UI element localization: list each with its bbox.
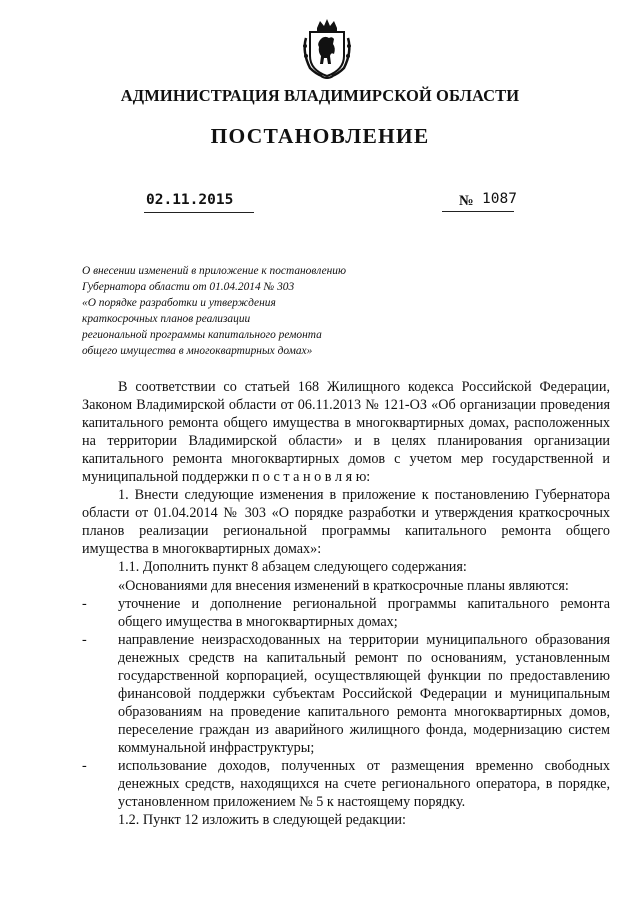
organization-title: АДМИНИСТРАЦИЯ ВЛАДИМИРСКОЙ ОБЛАСТИ (120, 86, 520, 105)
document-number: 1087 (482, 191, 517, 207)
document-type-title: ПОСТАНОВЛЕНИЕ (210, 124, 430, 148)
list-item-text: направление неизрасходованных на территории муниципального образования денежных средств на капитальный ремонт по основаниям, установленным государственной корпорацией, осуществляющей функции по предоставлению финансовой поддержки субъектам Российской Федерации и муниципальным образованиям на проведение капитального ремонта многоквартирных домов, переселение граждан из аварийного жилищного фонда, модернизацию систем коммунальной инфраструктуры; (118, 631, 610, 756)
subject-line: общего имущества в многоквартирных домах» (82, 345, 313, 358)
document-date: 02.11.2015 (146, 192, 234, 208)
subject-line: О внесении изменений в приложение к постановлению (82, 265, 347, 277)
intro-paragraph: В соответствии со статьей 168 Жилищного кодекса Российской Федерации, Законом Владимирской области от 06.11.2013 № 121-ОЗ «Об организации проведения капитального ремонта общего имущества в многоквартирных домах, расположенных на территории Владимирской области» и в целях планирования организации капитального ремонта многоквартирных домов с учетом мер государственной и муниципальной поддержки п о с т а н о в л я ю: (82, 379, 610, 486)
item-1-2-paragraph: 1.2. Пункт 12 изложить в следующей редакции: (118, 812, 406, 829)
dash-marker: - (82, 757, 87, 774)
coat-of-arms-icon (300, 18, 354, 80)
number-underline (442, 211, 514, 212)
item-1-1-paragraph: 1.1. Дополнить пункт 8 абзацем следующего содержания: (118, 559, 467, 576)
subject-line: Губернатора области от 01.04.2014 № 303 (82, 281, 295, 294)
list-item (82, 757, 610, 811)
list-item (82, 631, 610, 757)
list-item-text: использование доходов, полученных от размещения временно свободных денежных средств, находящихся на счете регионального оператора, в порядке, установленном приложением № 5 к настоящему порядку. (118, 757, 610, 811)
subject-line: региональной программы капитального ремонта (82, 329, 322, 342)
subject-line: «О порядке разработки и утверждения (82, 297, 276, 310)
document-body (82, 378, 610, 829)
quote-intro-paragraph: «Основаниями для внесения изменений в краткосрочные планы являются: (118, 577, 569, 594)
subject-line: краткосрочных планов реализации (82, 313, 251, 326)
dash-marker: - (82, 595, 87, 612)
number-label: № (459, 193, 474, 209)
dash-marker: - (82, 631, 87, 648)
document-subject (82, 263, 412, 360)
list-item-text: уточнение и дополнение региональной программы капитального ремонта общего имущества в многоквартирных домах; (118, 595, 610, 630)
item-1-paragraph: 1. Внести следующие изменения в приложение к постановлению Губернатора области от 01.04.2014 № 303 «О порядке разработки и утверждения краткосрочных планов реализации региональной программы капитального ремонта общего имущества в многоквартирных домах»: (82, 487, 610, 558)
date-underline (144, 212, 254, 213)
list-item (82, 595, 610, 631)
